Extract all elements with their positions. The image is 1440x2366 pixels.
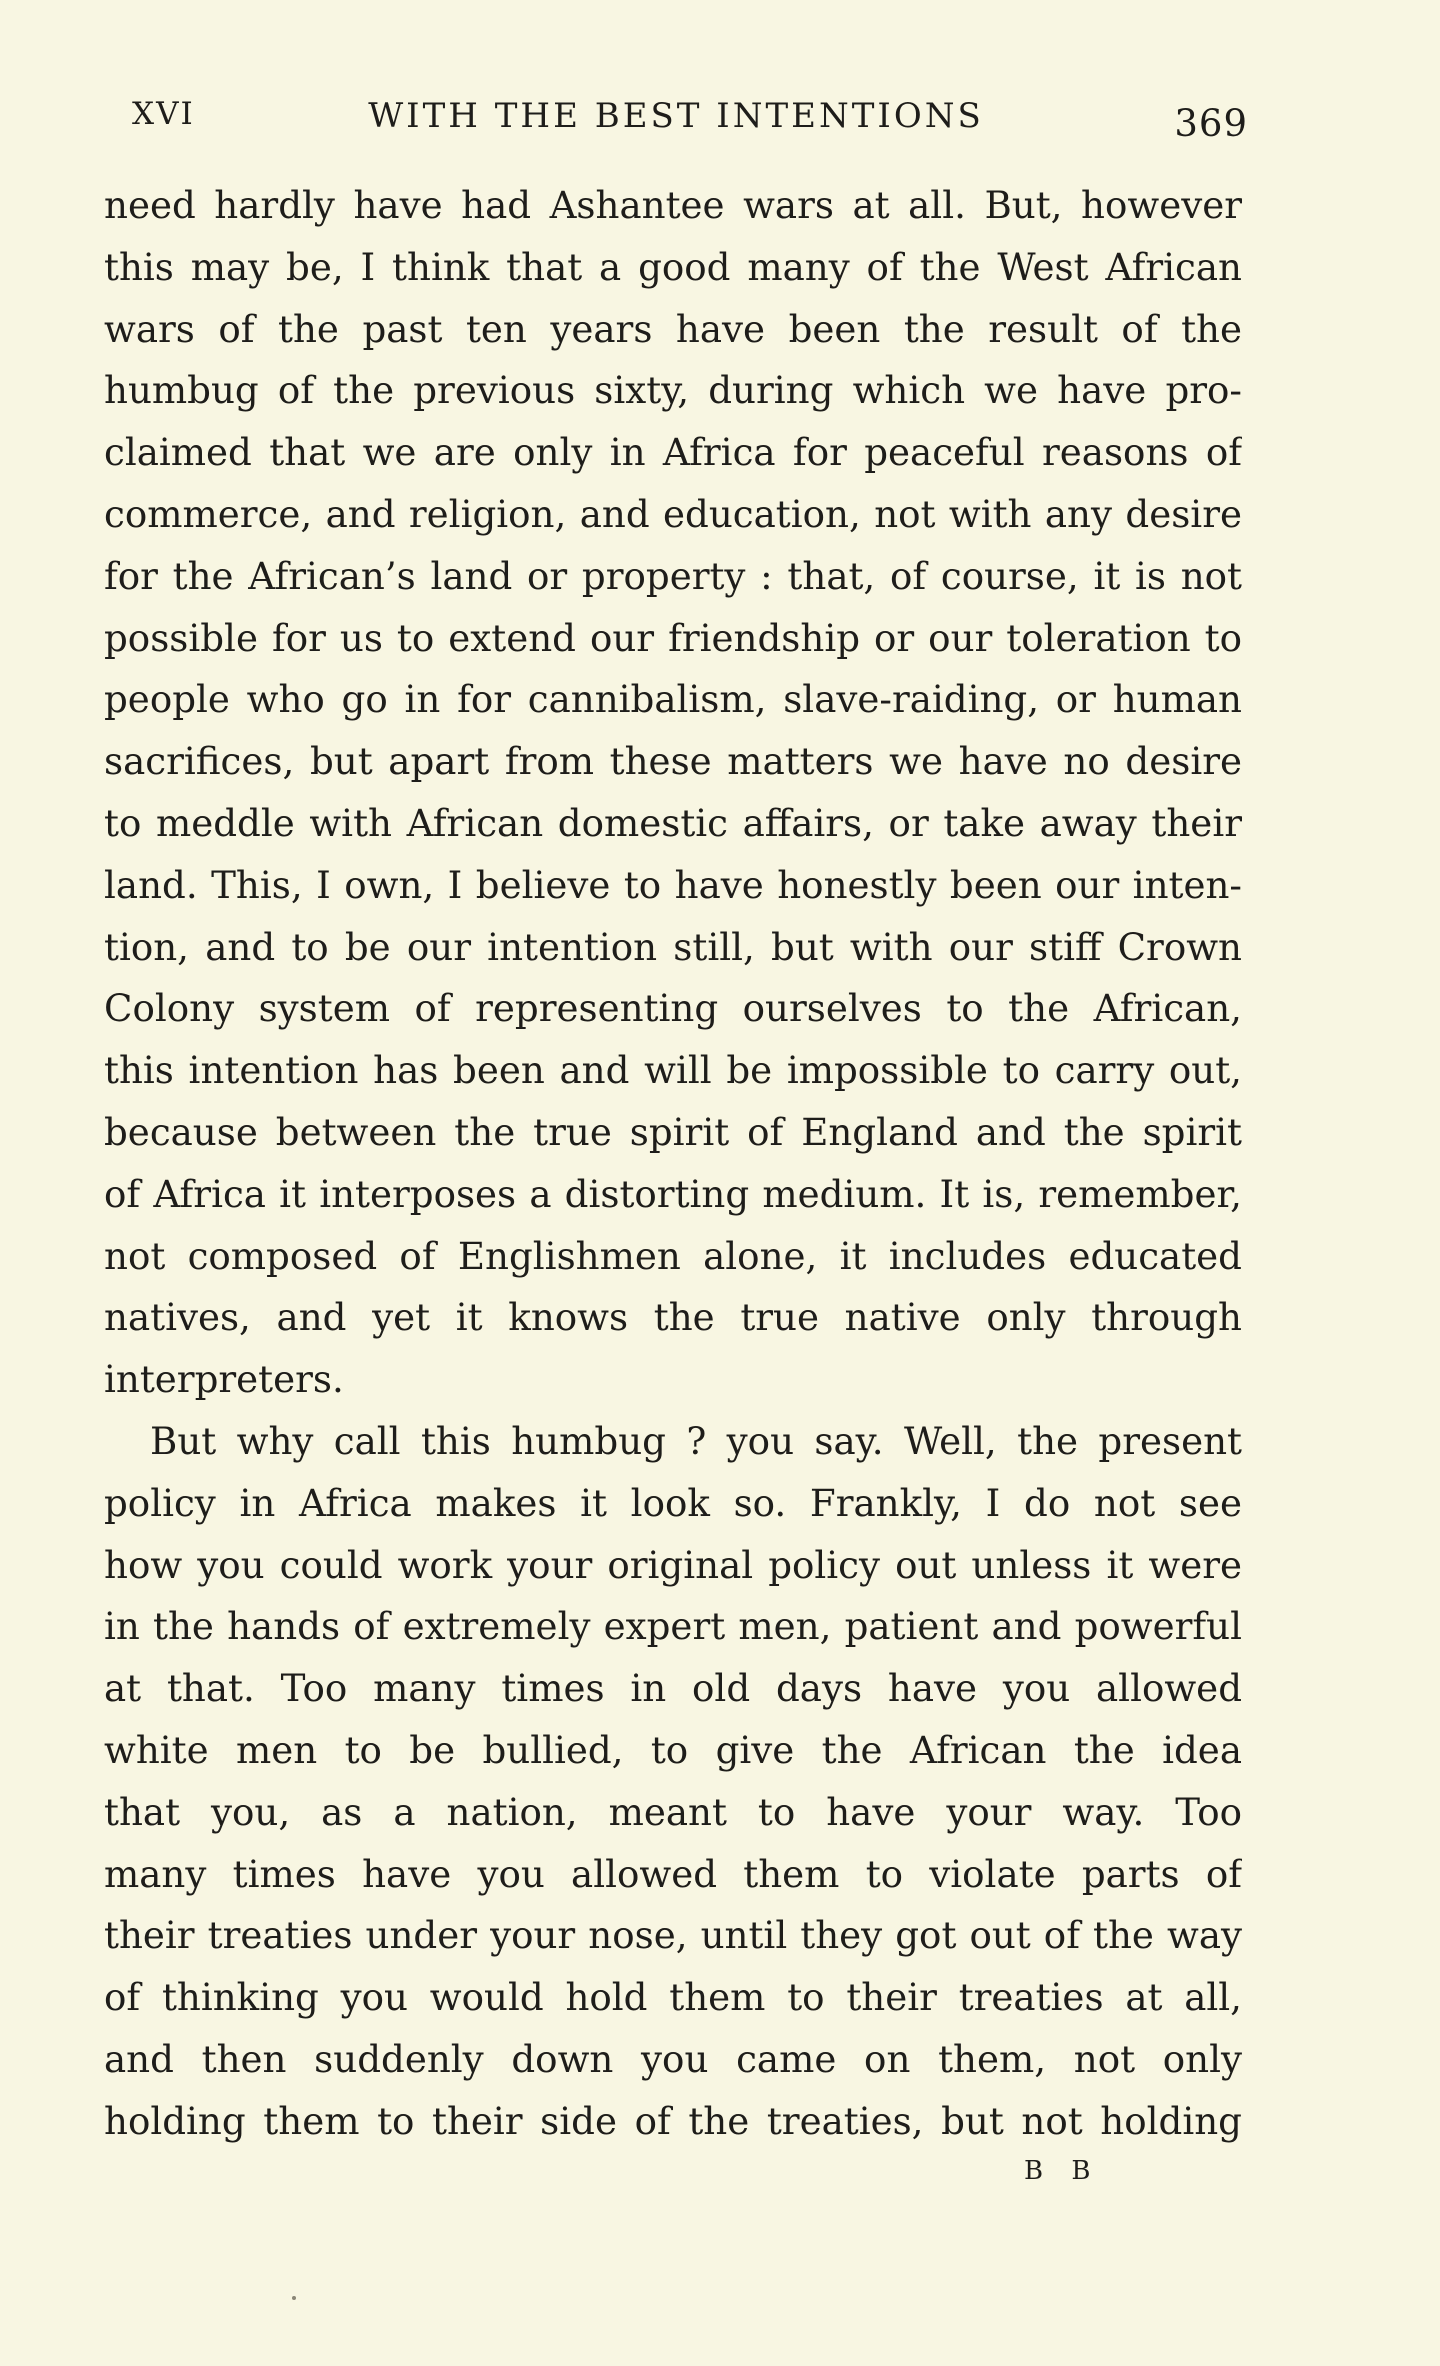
text-line: of thinking you would hold them to their treaties at all,: [104, 1975, 1242, 2020]
text-line: possible for us to extend our friendship or our toleration to: [104, 615, 1242, 660]
text-line: how you could work your original policy out unless it were: [104, 1542, 1242, 1587]
body-text: [104, 175, 1242, 2153]
running-title: WITH THE BEST INTENTIONS: [368, 96, 984, 136]
text-line: in the hands of extremely expert men, patient and powerful: [104, 1604, 1242, 1649]
signature-mark: B B: [1024, 2156, 1101, 2186]
text-line: this intention has been and will be impossible to carry out,: [104, 1048, 1242, 1093]
text-line: that you, as a nation, meant to have your way. Too: [104, 1789, 1242, 1834]
text-line: need hardly have had Ashantee wars at all. But, however: [104, 183, 1242, 227]
text-line: Colony system of representing ourselves to the African,: [104, 986, 1242, 1031]
paragraph-end-line: interpreters.: [104, 1357, 344, 1402]
text-line: tion, and to be our intention still, but with our stiff Crown: [104, 924, 1242, 969]
text-line: white men to be bullied, to give the African the idea: [104, 1727, 1242, 1772]
text-line: land. This, I own, I believe to have honestly been our inten-: [104, 862, 1242, 907]
text-line: wars of the past ten years have been the result of the: [104, 306, 1242, 351]
text-line: for the African’s land or property : that, of course, it is not: [104, 553, 1242, 598]
running-header: [104, 92, 1248, 145]
text-line: people who go in for cannibalism, slave-raiding, or human: [104, 677, 1242, 722]
text-line: at that. Too many times in old days have you allowed: [104, 1666, 1242, 1711]
text-line: commerce, and religion, and education, not with any desire: [104, 491, 1242, 536]
text-line: not composed of Englishmen alone, it includes educated: [104, 1233, 1242, 1278]
text-line: sacrifices, but apart from these matters we have no desire: [104, 739, 1242, 784]
text-line: because between the true spirit of England and the spirit: [104, 1109, 1242, 1154]
page-number: 369: [1174, 102, 1248, 145]
text-line: and then suddenly down you came on them, not only: [104, 2036, 1242, 2081]
text-line: holding them to their side of the treaties, but not holding: [104, 2098, 1242, 2143]
text-line: humbug of the previous sixty, during which we have pro-: [104, 368, 1242, 413]
paragraph-start-line: But why call this humbug ? you say. Well, the present: [150, 1418, 1242, 1463]
text-line: to meddle with African domestic affairs, or take away their: [104, 800, 1242, 845]
text-line: many times have you allowed them to violate parts of: [104, 1851, 1242, 1896]
text-line: natives, and yet it knows the true native only through: [104, 1295, 1242, 1340]
chapter-number: XVI: [132, 96, 195, 132]
text-line: of Africa it interposes a distorting medium. It is, remember,: [104, 1171, 1242, 1216]
text-line: policy in Africa makes it look so. Frankly, I do not see: [104, 1480, 1242, 1525]
text-line: their treaties under your nose, until they got out of the way: [104, 1913, 1242, 1958]
text-line: claimed that we are only in Africa for peaceful reasons of: [104, 430, 1242, 475]
text-line: this may be, I think that a good many of the West African: [104, 244, 1242, 289]
paper-speck: [292, 2296, 296, 2300]
